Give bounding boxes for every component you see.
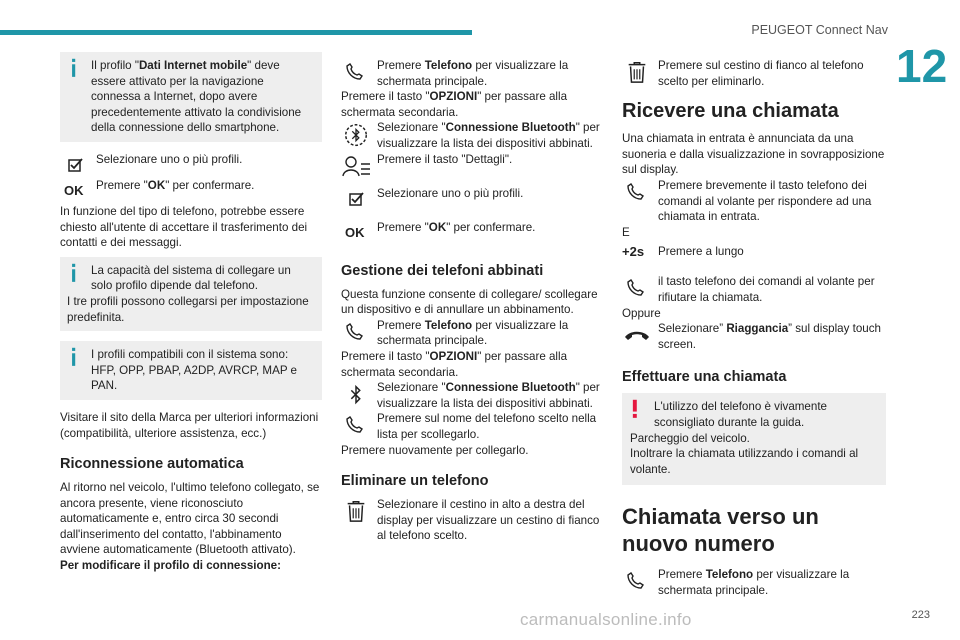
info-note: La capacità del sistema di collegare un solo profilo dipende dal telefono. I tre profili possono collegarsi per impostazione predefinita. xyxy=(60,257,322,331)
step-hang-up: Selezionare” Riaggancia” sul display touch screen. xyxy=(622,321,886,352)
paragraph: E xyxy=(622,225,630,239)
trash-icon xyxy=(622,60,652,84)
info-icon xyxy=(66,263,86,285)
ok-icon: OK xyxy=(345,224,365,240)
contact-details-icon xyxy=(341,154,371,180)
header-accent-bar xyxy=(0,30,472,35)
step-trash: Premere sul cestino di fianco al telefono scelto per eliminarlo. xyxy=(622,58,886,89)
watermark: carmanualsonline.info xyxy=(520,610,692,629)
step-press-phone: Premere Telefono per visualizzare la schermata principale. xyxy=(341,58,603,89)
warning-icon xyxy=(626,399,646,421)
step-press-phone: Premere Telefono per visualizzare la schermata principale. xyxy=(622,567,886,598)
phone-icon xyxy=(622,180,652,202)
ok-icon: OK xyxy=(64,182,84,198)
page-number: 223 xyxy=(911,609,930,621)
paragraph: Oppure xyxy=(622,306,661,320)
bluetooth-icon xyxy=(341,382,371,410)
hang-up-icon xyxy=(622,323,652,345)
long-press-badge: +2s xyxy=(622,244,645,260)
chapter-number: 12 xyxy=(896,40,948,92)
step-select-profiles: Selezionare uno o più profili. xyxy=(60,152,322,172)
step-details: Premere il tasto "Dettagli". xyxy=(341,152,603,172)
section-heading: Eliminare un telefono xyxy=(341,473,489,490)
trash-icon xyxy=(341,499,371,523)
paragraph: Premere il tasto "OPZIONI" per passare alla schermata secondaria. xyxy=(341,349,568,379)
column-3 xyxy=(622,58,886,604)
section-heading: Riconnessione automatica xyxy=(60,456,244,473)
checkbox-edit-icon xyxy=(341,188,371,210)
paragraph: Una chiamata in entrata è annunciata da una suoneria e dalla visualizzazione in sovrapposizione sul display. xyxy=(622,132,885,177)
step-long-press: +2s Premere a lungo xyxy=(622,244,886,264)
checkbox-edit-icon xyxy=(60,154,90,176)
paragraph: In funzione del tipo di telefono, potrebbe essere chiesto all'utente di accettare il trasferimento dei contatti e dei messaggi. xyxy=(60,204,308,250)
paragraph: Al ritorno nel veicolo, l'ultimo telefono collegato, se ancora presente, viene riconosciuto automaticamente e, entro circa 30 secondi dall'inserimento del contatto, l'abbinamento avviene automaticamente (Bluetooth attivato). Per modificare il profilo di connessione: xyxy=(60,481,320,573)
section-heading: Gestione dei telefoni abbinati xyxy=(341,262,544,279)
step-confirm: OK Premere "OK" per confermare. xyxy=(341,220,603,240)
info-note: Il profilo "Dati Internet mobile" deve essere attivato per la navigazione connessa a Internet, dopo avere precedentemente attivato la condivisione della connessione dello smartphone. xyxy=(60,52,322,142)
paragraph: Premere il tasto "OPZIONI" per passare alla schermata secondaria. xyxy=(341,90,568,119)
info-icon xyxy=(66,347,86,369)
paragraph: Premere nuovamente per collegarlo. xyxy=(341,443,529,457)
step-answer: Premere brevemente il tasto telefono dei comandi al volante per rispondere ad una chiamata in entrata. xyxy=(622,178,886,225)
section-heading: Chiamata verso un nuovo numero xyxy=(622,504,819,557)
warning-note: L'utilizzo del telefono è vivamente sconsigliato durante la guida. Parcheggio del veicolo. Inoltrare la chiamata utilizzando i comandi al volante. xyxy=(622,393,886,485)
step-disconnect: Premere sul nome del telefono scelto nella lista per scollegarlo. xyxy=(341,411,603,442)
column-2 xyxy=(341,58,603,544)
paragraph: Questa funzione consente di collegare/ scollegare un dispositivo e di annullare un abbinamento. xyxy=(341,287,598,317)
section-heading: Ricevere una chiamata xyxy=(622,100,839,123)
phone-icon xyxy=(622,569,652,591)
bluetooth-settings-icon xyxy=(341,122,371,150)
step-trash: Selezionare il cestino in alto a destra del display per visualizzare un cestino di fianco al telefono scelto. xyxy=(341,497,603,544)
phone-icon xyxy=(341,413,371,435)
section-heading: Effettuare una chiamata xyxy=(622,369,787,386)
header-title: PEUGEOT Connect Nav xyxy=(751,23,888,37)
step-select-profiles: Selezionare uno o più profili. xyxy=(341,186,603,206)
column-1 xyxy=(60,52,322,574)
paragraph: Visitare il sito della Marca per ulteriori informazioni (compatibilità, ulteriore assistenza, ecc.) xyxy=(60,410,319,440)
phone-icon xyxy=(622,276,652,298)
step-bluetooth: Selezionare "Connessione Bluetooth" per visualizzare la lista dei dispositivi abbinati. xyxy=(341,380,603,411)
step-press-phone: Premere Telefono per visualizzare la schermata principale. xyxy=(341,318,603,349)
step-bluetooth: Selezionare "Connessione Bluetooth" per visualizzare la lista dei dispositivi abbinati. xyxy=(341,120,603,151)
step-reject: il tasto telefono dei comandi al volante per rifiutare la chiamata. xyxy=(622,274,886,305)
step-confirm: OK Premere "OK" per confermare. xyxy=(60,178,322,198)
info-note: I profili compatibili con il sistema sono: HFP, OPP, PBAP, A2DP, AVRCP, MAP e PAN. xyxy=(60,341,322,400)
phone-icon xyxy=(341,60,371,82)
info-icon xyxy=(66,58,86,80)
phone-icon xyxy=(341,320,371,342)
